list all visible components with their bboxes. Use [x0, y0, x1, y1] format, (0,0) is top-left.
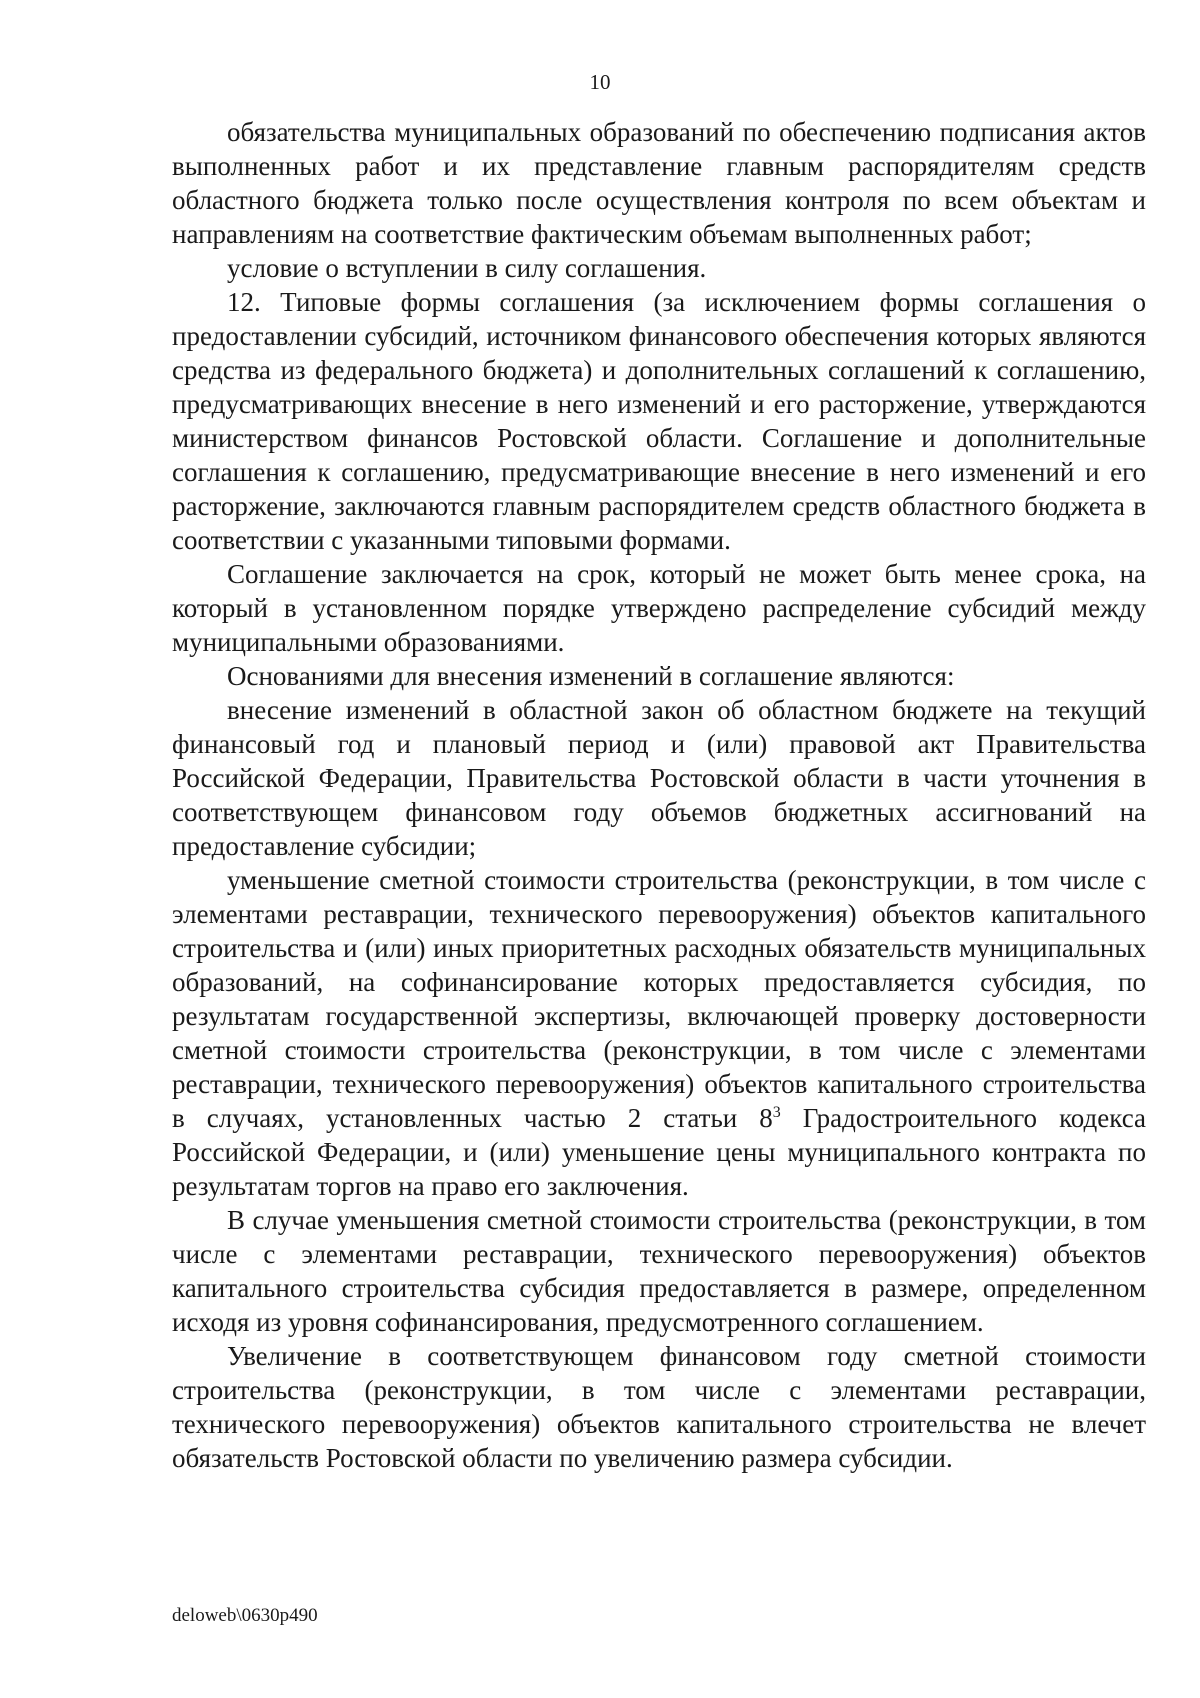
- paragraph: Основаниями для внесения изменений в соглашение являются:: [227, 661, 955, 691]
- paragraph: Увеличение в соответствующем финансовом году сметной стоимости строительства (реконструкции, в том числе с элементами реставрации, технического перевооружения) объектов капитального строительства не влечет обязательств Ростовской области по увеличению размера субсидии.: [172, 1341, 1146, 1473]
- paragraph: условие о вступлении в силу соглашения.: [227, 253, 707, 283]
- page-number: 10: [589, 70, 611, 94]
- paragraph: Соглашение заключается на срок, который не может быть менее срока, на который в установленном порядке утверждено распределение субсидий между муниципальными образованиями.: [172, 559, 1146, 657]
- paragraph: В случае уменьшения сметной стоимости строительства (реконструкции, в том числе с элементами реставрации, технического перевооружения) объектов капитального строительства субсидия предоставляется в размере, определенном исходя из уровня софинансирования, предусмотренного соглашением.: [172, 1205, 1146, 1337]
- paragraph: [172, 863, 1146, 1203]
- paragraph: 12. Типовые формы соглашения (за исключением формы соглашения о предоставлении субсидий, источником финансового обеспечения которых являются средства из федерального бюджета) и дополнительных соглашений к соглашению, предусматривающих внесение в него изменений и его расторжение, утверждаются министерством финансов Ростовской области. Соглашение и дополнительные соглашения к соглашению, предусматривающие внесение в него изменений и его расторжение, заключаются главным распорядителем средств областного бюджета в соответствии с указанными типовыми формами.: [172, 287, 1146, 555]
- paragraph-text: уменьшение сметной стоимости строительства (реконструкции, в том числе с элементами реставрации, технического перевооружения) объектов капитального строительства и (или) иных приоритетных расходных обязательств муниципальных образований, на софинансирование которых предоставляется субсидия, по результатам государственной экспертизы, включающей проверку достоверности сметной стоимости строительства (реконструкции, в том числе с элементами реставрации, технического перевооружения) объектов капитального строительства в случаях, установленных частью 2 статьи 8: [172, 865, 1146, 1133]
- document-body: [172, 115, 1146, 1475]
- paragraph: внесение изменений в областной закон об областном бюджете на текущий финансовый год и плановый период и (или) правовой акт Правительства Российской Федерации, Правительства Ростовской области в части уточнения в соответствующем финансовом году объемов бюджетных ассигнований на предоставление субсидии;: [172, 695, 1146, 861]
- superscript: 3: [772, 1104, 781, 1121]
- document-footer-code: deloweb\0630p490: [172, 1605, 318, 1626]
- paragraph: обязательства муниципальных образований по обеспечению подписания актов выполненных работ и их представление главным распорядителям средств областного бюджета только после осуществления контроля по всем объектам и направлениям на соответствие фактическим объемам выполненных работ;: [172, 117, 1146, 249]
- paragraph-text: Градостроительного кодекса Российской Федерации, и (или) уменьшение цены муниципального контракта по результатам торгов на право его заключения.: [172, 1103, 1146, 1201]
